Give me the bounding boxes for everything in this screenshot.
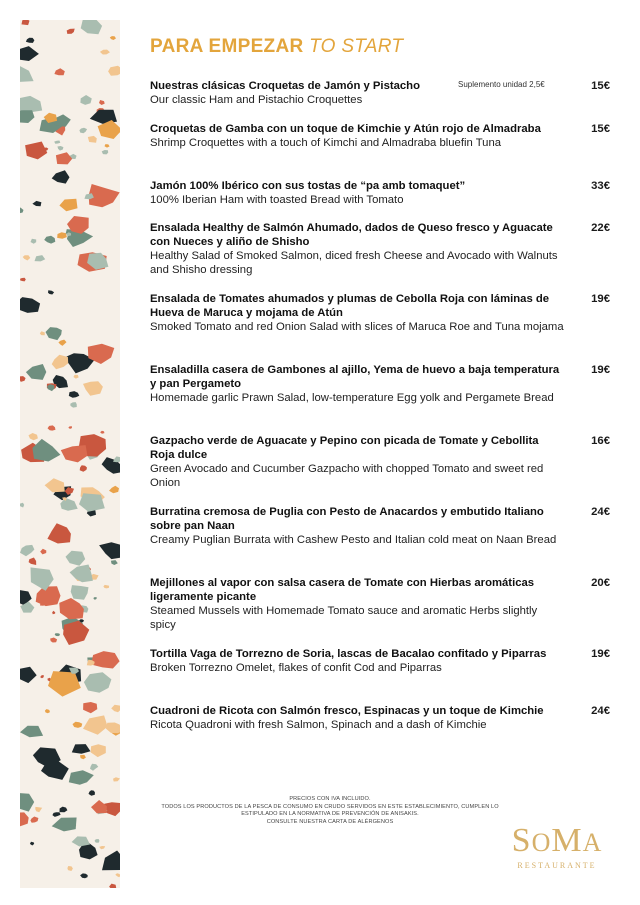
terrazzo-chip — [79, 493, 105, 512]
menu-item-price: 15€ — [591, 123, 610, 135]
menu-item-title: Mejillones al vapor con salsa casera de Tomate con Hierbas aromáticas ligeramente picante — [150, 577, 535, 603]
menu-item-description: Steamed Mussels with Homemade Tomato sauce and aromatic Herbs slightly spicy — [150, 605, 538, 631]
terrazzo-chip — [67, 866, 73, 871]
menu-item-description: Homemade garlic Prawn Salad, low-temperature Egg yolk and Pergamete Bread — [150, 392, 554, 404]
terrazzo-chip — [80, 465, 87, 472]
terrazzo-chip — [89, 184, 120, 207]
terrazzo-chip — [109, 884, 116, 888]
section-heading — [150, 36, 403, 58]
terrazzo-chip — [102, 851, 120, 871]
terrazzo-chip — [32, 201, 41, 206]
terrazzo-chip — [20, 110, 35, 123]
menu-item-price: 15€ — [591, 80, 610, 92]
terrazzo-chip — [71, 585, 89, 600]
terrazzo-chip — [20, 65, 34, 82]
terrazzo-chip — [63, 621, 89, 645]
terrazzo-chip — [80, 95, 91, 105]
soma-logo — [498, 823, 616, 870]
terrazzo-chip — [99, 542, 120, 559]
terrazzo-chip — [58, 340, 66, 346]
menu-item — [150, 704, 612, 732]
footer-line: PRECIOS CON IVA INCLUIDO. — [289, 796, 371, 802]
menu-item-title: Croquetas de Gamba con un toque de Kimchie y Atún rojo de Almadraba — [150, 123, 541, 135]
terrazzo-chip — [79, 128, 87, 134]
terrazzo-pattern — [20, 20, 120, 888]
terrazzo-chip — [59, 199, 77, 212]
menu-item-description: Our classic Ham and Pistachio Croquettes — [150, 94, 363, 106]
terrazzo-chip — [31, 239, 37, 244]
section-heading-en: TO START — [309, 36, 404, 57]
terrazzo-chip — [20, 297, 40, 313]
terrazzo-chip — [111, 705, 120, 713]
menu-item-title: Jamón 100% Ibérico con sus tostas de “pa amb tomaquet” — [150, 180, 466, 192]
menu-item-title: Tortilla Vaga de Torrezno de Soria, lascas de Bacalao confitado y Piparras — [150, 648, 547, 660]
terrazzo-chip — [59, 598, 84, 619]
terrazzo-chip — [30, 817, 38, 823]
terrazzo-chip — [23, 255, 31, 260]
terrazzo-chip — [20, 726, 43, 738]
menu-item-title: Ensalada Healthy de Salmón Ahumado, dados de Queso fresco y Aguacate con Nueces y aliño de Shisho — [150, 222, 553, 248]
footer-line: CONSULTE NUESTRA CARTA DE ALÉRGENOS — [266, 818, 394, 825]
terrazzo-chip — [29, 558, 37, 566]
terrazzo-chip — [67, 29, 75, 34]
terrazzo-chip — [40, 331, 45, 335]
terrazzo-chip — [50, 638, 57, 643]
terrazzo-chip — [60, 807, 68, 813]
terrazzo-chip — [100, 431, 104, 434]
terrazzo-chip — [90, 764, 98, 771]
terrazzo-chip — [91, 651, 120, 668]
terrazzo-chip — [52, 818, 77, 832]
menu-item-price: 19€ — [591, 293, 610, 305]
terrazzo-chip — [109, 486, 119, 494]
footer-line: ESTIPULADO EN LA NORMATIVA DE PREVENCIÓN DE ANISAKIS. — [241, 811, 419, 817]
menu-item-title: Cuadroni de Ricota con Salmón fresco, Espinacas y un toque de Kimchie — [150, 705, 544, 717]
terrazzo-chip — [20, 503, 24, 508]
terrazzo-chip — [115, 873, 120, 877]
terrazzo-chip — [70, 402, 77, 408]
terrazzo-chip — [69, 770, 94, 785]
menu-item-price: 19€ — [591, 364, 610, 376]
terrazzo-chip — [26, 364, 46, 380]
menu-item-price: 16€ — [591, 435, 610, 447]
menu-item — [150, 505, 612, 547]
terrazzo-chip — [110, 36, 116, 40]
terrazzo-chip — [100, 50, 110, 55]
menu-item-description: Ricota Quadroni with fresh Salmon, Spinach and a dash of Kimchie — [150, 719, 487, 731]
menu-item-description: 100% Iberian Ham with toasted Bread with Tomato — [150, 194, 404, 206]
terrazzo-chip — [57, 232, 67, 238]
terrazzo-chip — [54, 68, 64, 75]
terrazzo-chip — [89, 790, 95, 796]
terrazzo-chip — [20, 667, 37, 683]
menu-item-title: Ensalada de Tomates ahumados y plumas de Cebolla Roja con láminas de Hueva de Maruca y mojama de Atún — [150, 293, 550, 319]
terrazzo-chip — [106, 723, 120, 734]
menu-item — [150, 79, 612, 107]
terrazzo-chip — [30, 842, 34, 846]
terrazzo-chip — [45, 478, 65, 492]
menu-item-price: 22€ — [591, 222, 610, 234]
terrazzo-chip — [84, 672, 112, 692]
terrazzo-chip — [105, 144, 110, 148]
menu-item — [150, 647, 612, 675]
menu-item-description: Green Avocado and Cucumber Gazpacho with chopped Tomato and sweet red Onion — [150, 463, 544, 489]
menu-item-price: 20€ — [591, 577, 610, 589]
terrazzo-chip — [113, 777, 120, 781]
menu-item — [150, 434, 612, 490]
terrazzo-chip — [69, 391, 80, 398]
menu-item-description: Healthy Salad of Smoked Salmon, diced fresh Cheese and Avocado with Walnuts and Shisho dressing — [150, 250, 558, 276]
menu-item — [150, 363, 612, 405]
menu-item — [150, 292, 612, 334]
terrazzo-chip — [83, 381, 103, 395]
terrazzo-chip — [52, 170, 70, 183]
terrazzo-chip — [91, 800, 107, 813]
terrazzo-chip — [83, 715, 108, 734]
terrazzo-chip — [83, 702, 97, 713]
terrazzo-chip — [72, 744, 91, 754]
terrazzo-chip — [55, 633, 60, 636]
section-heading-es: PARA EMPEZAR — [150, 36, 304, 57]
terrazzo-chip — [44, 236, 55, 244]
terrazzo-chip — [66, 551, 86, 566]
terrazzo-chip — [94, 597, 98, 600]
terrazzo-chip — [35, 807, 42, 812]
terrazzo-chip — [52, 812, 60, 817]
terrazzo-chip — [80, 873, 88, 878]
menu-item-title: Ensaladilla casera de Gambones al ajillo, Yema de huevo a baja temperatura y pan Pergameto — [150, 364, 560, 390]
logo-name: SOMA — [511, 822, 603, 859]
terrazzo-chip — [20, 208, 24, 214]
terrazzo-chip — [46, 327, 62, 340]
terrazzo-chip — [61, 445, 88, 462]
terrazzo-chip — [111, 560, 118, 565]
terrazzo-chip — [95, 839, 100, 843]
menu-item-title: Gazpacho verde de Aguacate y Pepino con picada de Tomate y Cebollita Roja dulce — [150, 435, 539, 461]
menu-item-price: 24€ — [591, 705, 610, 717]
menu-item-price: 19€ — [591, 648, 610, 660]
terrazzo-chip — [36, 586, 61, 606]
menu-item-price: 24€ — [591, 506, 610, 518]
menu-item — [150, 122, 612, 150]
terrazzo-chip — [103, 585, 109, 589]
terrazzo-chip — [20, 376, 26, 382]
terrazzo-chip — [20, 96, 42, 112]
menu-item-description: Shrimp Croquettes with a touch of Kimchi and Almadraba bluefin Tuna — [150, 137, 502, 149]
terrazzo-chip — [22, 20, 30, 25]
terrazzo-chip — [52, 611, 55, 614]
terrazzo-chip — [32, 439, 60, 462]
terrazzo-chip — [29, 433, 38, 440]
terrazzo-chip — [73, 375, 78, 379]
terrazzo-chip — [73, 722, 83, 728]
terrazzo-chip — [91, 744, 106, 757]
menu-item-description: Broken Torrezno Omelet, flakes of confit Cod and Piparras — [150, 662, 442, 674]
terrazzo-chip — [108, 66, 120, 76]
terrazzo-chip — [54, 141, 60, 144]
legal-footer — [140, 796, 520, 826]
terrazzo-chip — [48, 290, 54, 294]
menu-item — [150, 179, 612, 207]
terrazzo-chip — [81, 20, 102, 34]
menu-item-price: 33€ — [591, 180, 610, 192]
terrazzo-chip — [113, 456, 120, 462]
menu-item-supplement: Suplemento unidad 2,5€ — [458, 80, 545, 89]
terrazzo-chip — [40, 675, 44, 678]
terrazzo-chip — [72, 836, 90, 846]
terrazzo-chip — [20, 545, 34, 556]
terrazzo-chip — [20, 46, 39, 61]
terrazzo-chip — [102, 150, 109, 154]
terrazzo-chip — [20, 589, 32, 605]
menu-item — [150, 221, 612, 277]
terrazzo-chip — [52, 355, 68, 370]
terrazzo-chip — [40, 549, 46, 555]
terrazzo-chip — [99, 100, 105, 105]
logo-subtitle: RESTAURANTE — [517, 861, 597, 870]
terrazzo-chip — [80, 755, 86, 760]
menu-item-title: Nuestras clásicas Croquetas de Jamón y Pistacho — [150, 80, 420, 92]
menu-item-description: Creamy Puglian Burrata with Cashew Pesto and Italian cold meat on Naan Bread — [150, 534, 557, 546]
menu-item-description: Smoked Tomato and red Onion Salad with slices of Maruca Roe and Tuna mojama — [150, 321, 564, 333]
terrazzo-chip — [35, 255, 46, 261]
terrazzo-chip — [20, 793, 34, 812]
terrazzo-chip — [70, 565, 93, 583]
terrazzo-chip — [20, 812, 29, 826]
terrazzo-chip — [20, 278, 26, 282]
terrazzo-chip — [60, 498, 77, 511]
terrazzo-chip — [48, 425, 56, 430]
menu-item — [150, 576, 612, 632]
terrazzo-chip — [56, 152, 72, 164]
menu-item-title: Burratina cremosa de Puglia con Pesto de Anacardos y embutido Italiano sobre pan Naan — [150, 506, 544, 532]
terrazzo-chip — [68, 426, 72, 429]
terrazzo-chip — [26, 38, 35, 43]
terrazzo-decoration-strip — [20, 20, 120, 888]
terrazzo-chip — [47, 523, 71, 543]
footer-line: TODOS LOS PRODUCTOS DE LA PESCA DE CONSUMO EN CRUDO SERVIDOS EN ESTE ESTABLECIMIENTO, CUMPLEN LO — [161, 803, 499, 810]
terrazzo-chip — [45, 709, 50, 713]
terrazzo-chip — [57, 146, 63, 151]
terrazzo-chip — [99, 846, 105, 849]
terrazzo-chip — [88, 136, 97, 143]
